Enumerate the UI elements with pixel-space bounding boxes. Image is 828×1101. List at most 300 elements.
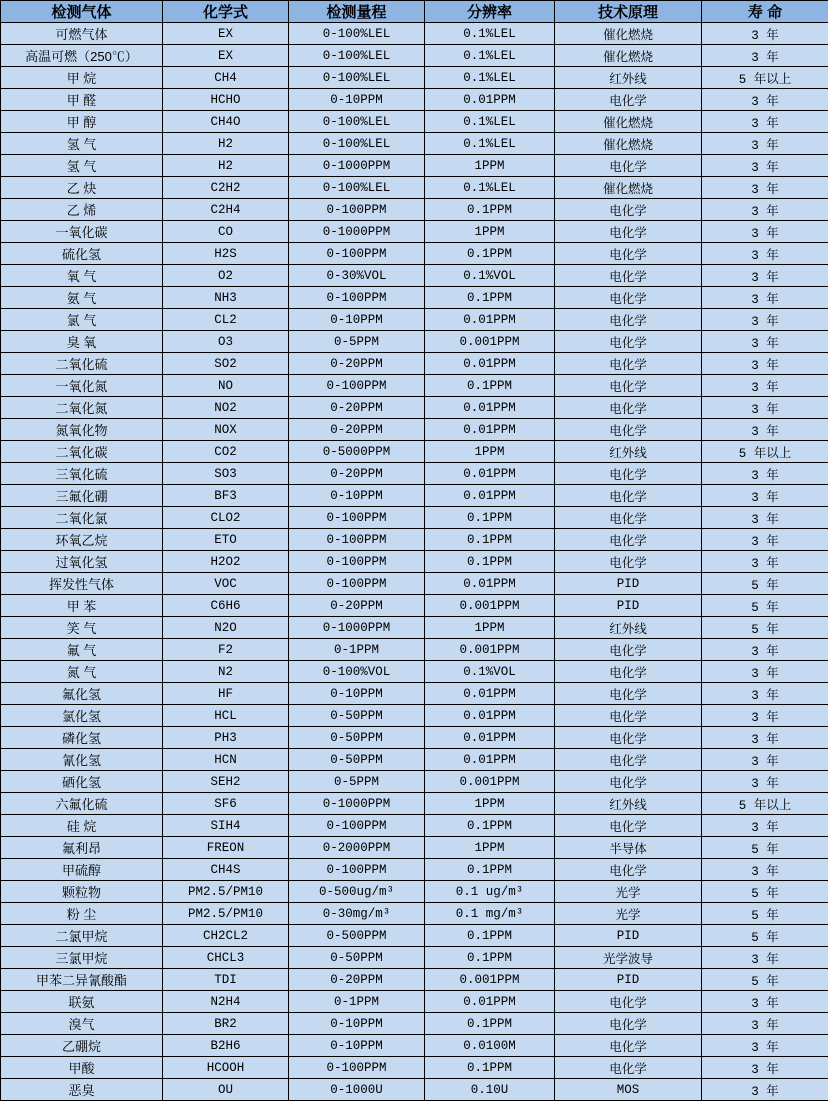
cell-resolution: 0.1%LEL [425, 23, 555, 45]
table-row [1, 683, 828, 705]
cell-gas-name: 二氯甲烷 [1, 925, 163, 947]
table-row [1, 815, 828, 837]
column-header-principle: 技术原理 [555, 1, 702, 23]
cell-formula: CH4S [163, 859, 289, 881]
cell-principle: 电化学 [555, 859, 702, 881]
column-header-gas: 检测气体 [1, 1, 163, 23]
cell-range: 0-1PPM [289, 639, 425, 661]
cell-principle: 电化学 [555, 727, 702, 749]
cell-lifespan: 3 年 [702, 1013, 828, 1035]
table-row [1, 837, 828, 859]
cell-formula: CO2 [163, 441, 289, 463]
cell-resolution: 0.10U [425, 1079, 555, 1101]
table-row [1, 705, 828, 727]
cell-formula: HCHO [163, 89, 289, 111]
cell-resolution: 0.1PPM [425, 947, 555, 969]
cell-lifespan: 3 年 [702, 177, 828, 199]
cell-gas-name: 硅 烷 [1, 815, 163, 837]
cell-formula: SEH2 [163, 771, 289, 793]
cell-gas-name: 溴气 [1, 1013, 163, 1035]
cell-lifespan: 3 年 [702, 309, 828, 331]
cell-lifespan: 5 年以上 [702, 67, 828, 89]
table-row [1, 529, 828, 551]
table-row [1, 595, 828, 617]
cell-range: 0-500ug/m³ [289, 881, 425, 903]
cell-lifespan: 5 年 [702, 617, 828, 639]
cell-formula: VOC [163, 573, 289, 595]
cell-gas-name: 甲 醇 [1, 111, 163, 133]
cell-formula: CHCL3 [163, 947, 289, 969]
cell-gas-name: 硫化氢 [1, 243, 163, 265]
cell-range: 0-50PPM [289, 947, 425, 969]
cell-principle: 电化学 [555, 419, 702, 441]
cell-gas-name: 氮氧化物 [1, 419, 163, 441]
cell-range: 0-20PPM [289, 353, 425, 375]
cell-principle: 电化学 [555, 705, 702, 727]
table-row [1, 1057, 828, 1079]
cell-gas-name: 二氧化氯 [1, 507, 163, 529]
cell-range: 0-100PPM [289, 815, 425, 837]
cell-resolution: 0.01PPM [425, 353, 555, 375]
cell-gas-name: 三氟化硼 [1, 485, 163, 507]
table-row [1, 573, 828, 595]
cell-range: 0-50PPM [289, 727, 425, 749]
cell-lifespan: 5 年 [702, 881, 828, 903]
cell-principle: 电化学 [555, 815, 702, 837]
cell-range: 0-100PPM [289, 1057, 425, 1079]
table-row [1, 771, 828, 793]
cell-gas-name: 氟 气 [1, 639, 163, 661]
cell-lifespan: 5 年以上 [702, 441, 828, 463]
cell-formula: HCOOH [163, 1057, 289, 1079]
cell-lifespan: 5 年 [702, 573, 828, 595]
cell-gas-name: 氨 气 [1, 287, 163, 309]
cell-lifespan: 3 年 [702, 89, 828, 111]
cell-gas-name: 联氨 [1, 991, 163, 1013]
table-row [1, 89, 828, 111]
cell-gas-name: 一氧化氮 [1, 375, 163, 397]
table-row [1, 177, 828, 199]
cell-range: 0-50PPM [289, 705, 425, 727]
cell-range: 0-100PPM [289, 199, 425, 221]
cell-formula: NO2 [163, 397, 289, 419]
cell-range: 0-100%LEL [289, 133, 425, 155]
table-row [1, 265, 828, 287]
cell-gas-name: 甲硫醇 [1, 859, 163, 881]
cell-range: 0-100PPM [289, 507, 425, 529]
cell-lifespan: 3 年 [702, 507, 828, 529]
table-row [1, 1079, 828, 1101]
cell-range: 0-10PPM [289, 1013, 425, 1035]
cell-range: 0-20PPM [289, 397, 425, 419]
table-row [1, 617, 828, 639]
cell-resolution: 0.001PPM [425, 331, 555, 353]
cell-resolution: 0.1PPM [425, 243, 555, 265]
cell-gas-name: 甲酸 [1, 1057, 163, 1079]
cell-formula: C2H4 [163, 199, 289, 221]
cell-formula: B2H6 [163, 1035, 289, 1057]
cell-formula: OU [163, 1079, 289, 1101]
cell-lifespan: 5 年 [702, 969, 828, 991]
cell-range: 0-20PPM [289, 463, 425, 485]
cell-range: 0-100%LEL [289, 111, 425, 133]
cell-principle: 催化燃烧 [555, 23, 702, 45]
cell-principle: MOS [555, 1079, 702, 1101]
cell-formula: FREON [163, 837, 289, 859]
cell-range: 0-10PPM [289, 1035, 425, 1057]
cell-formula: PM2.5/PM10 [163, 881, 289, 903]
cell-formula: ETO [163, 529, 289, 551]
cell-lifespan: 3 年 [702, 1079, 828, 1101]
cell-resolution: 0.01PPM [425, 397, 555, 419]
cell-principle: 电化学 [555, 551, 702, 573]
cell-gas-name: 氢 气 [1, 155, 163, 177]
cell-resolution: 1PPM [425, 837, 555, 859]
cell-range: 0-500PPM [289, 925, 425, 947]
cell-range: 0-1000PPM [289, 221, 425, 243]
cell-gas-name: 甲 烷 [1, 67, 163, 89]
cell-range: 0-100PPM [289, 375, 425, 397]
cell-formula: CH2CL2 [163, 925, 289, 947]
cell-principle: 电化学 [555, 749, 702, 771]
cell-resolution: 0.1PPM [425, 199, 555, 221]
table-row [1, 199, 828, 221]
cell-gas-name: 恶臭 [1, 1079, 163, 1101]
cell-gas-name: 氟利昂 [1, 837, 163, 859]
cell-resolution: 1PPM [425, 221, 555, 243]
cell-formula: SIH4 [163, 815, 289, 837]
cell-resolution: 0.01PPM [425, 309, 555, 331]
cell-principle: 电化学 [555, 265, 702, 287]
cell-lifespan: 3 年 [702, 991, 828, 1013]
table-row [1, 1013, 828, 1035]
cell-gas-name: 氢 气 [1, 133, 163, 155]
cell-resolution: 0.001PPM [425, 969, 555, 991]
cell-formula: F2 [163, 639, 289, 661]
table-row [1, 991, 828, 1013]
cell-resolution: 0.1PPM [425, 925, 555, 947]
cell-range: 0-5000PPM [289, 441, 425, 463]
cell-gas-name: 三氧化硫 [1, 463, 163, 485]
cell-principle: 半导体 [555, 837, 702, 859]
cell-resolution: 0.01PPM [425, 991, 555, 1013]
cell-formula: H2 [163, 133, 289, 155]
cell-principle: 电化学 [555, 683, 702, 705]
cell-range: 0-1000PPM [289, 617, 425, 639]
cell-gas-name: 氯化氢 [1, 705, 163, 727]
cell-resolution: 0.1PPM [425, 1013, 555, 1035]
cell-range: 0-100PPM [289, 287, 425, 309]
cell-gas-name: 二氧化碳 [1, 441, 163, 463]
cell-formula: NOX [163, 419, 289, 441]
cell-lifespan: 3 年 [702, 1035, 828, 1057]
cell-resolution: 0.1PPM [425, 375, 555, 397]
cell-principle: 催化燃烧 [555, 111, 702, 133]
cell-lifespan: 3 年 [702, 375, 828, 397]
cell-lifespan: 3 年 [702, 551, 828, 573]
cell-formula: H2O2 [163, 551, 289, 573]
table-body [1, 23, 828, 1101]
cell-range: 0-100%LEL [289, 45, 425, 67]
cell-gas-name: 氧 气 [1, 265, 163, 287]
cell-gas-name: 磷化氢 [1, 727, 163, 749]
cell-lifespan: 3 年 [702, 705, 828, 727]
cell-principle: PID [555, 595, 702, 617]
cell-range: 0-100PPM [289, 551, 425, 573]
table-row [1, 639, 828, 661]
cell-resolution: 0.1PPM [425, 859, 555, 881]
cell-lifespan: 5 年 [702, 595, 828, 617]
cell-formula: PH3 [163, 727, 289, 749]
cell-principle: 光学波导 [555, 947, 702, 969]
table-row [1, 111, 828, 133]
cell-gas-name: 甲 醛 [1, 89, 163, 111]
table-row [1, 397, 828, 419]
cell-resolution: 0.1PPM [425, 507, 555, 529]
table-row [1, 749, 828, 771]
cell-principle: 电化学 [555, 1057, 702, 1079]
table-row [1, 375, 828, 397]
cell-lifespan: 3 年 [702, 397, 828, 419]
table-row [1, 221, 828, 243]
cell-principle: 电化学 [555, 485, 702, 507]
cell-formula: CH4 [163, 67, 289, 89]
column-header-resolution: 分辨率 [425, 1, 555, 23]
cell-range: 0-5PPM [289, 771, 425, 793]
cell-lifespan: 3 年 [702, 419, 828, 441]
cell-resolution: 0.001PPM [425, 639, 555, 661]
cell-resolution: 0.01PPM [425, 89, 555, 111]
header-row [1, 1, 828, 23]
table-row [1, 881, 828, 903]
cell-resolution: 0.1%LEL [425, 133, 555, 155]
cell-formula: O3 [163, 331, 289, 353]
cell-principle: PID [555, 573, 702, 595]
table-row [1, 441, 828, 463]
table-row [1, 287, 828, 309]
table-row [1, 969, 828, 991]
cell-range: 0-20PPM [289, 595, 425, 617]
cell-gas-name: 可燃气体 [1, 23, 163, 45]
cell-range: 0-100%LEL [289, 67, 425, 89]
cell-resolution: 0.1 ug/m³ [425, 881, 555, 903]
cell-resolution: 0.0100M [425, 1035, 555, 1057]
column-header-lifespan: 寿 命 [702, 1, 828, 23]
cell-resolution: 0.1%LEL [425, 45, 555, 67]
cell-range: 0-30%VOL [289, 265, 425, 287]
cell-range: 0-50PPM [289, 749, 425, 771]
cell-principle: 电化学 [555, 89, 702, 111]
cell-lifespan: 3 年 [702, 727, 828, 749]
cell-formula: SO2 [163, 353, 289, 375]
cell-lifespan: 3 年 [702, 353, 828, 375]
cell-gas-name: 粉 尘 [1, 903, 163, 925]
cell-gas-name: 氟化氢 [1, 683, 163, 705]
cell-lifespan: 3 年 [702, 331, 828, 353]
table-row [1, 1035, 828, 1057]
cell-gas-name: 挥发性气体 [1, 573, 163, 595]
cell-formula: CLO2 [163, 507, 289, 529]
cell-gas-name: 三氯甲烷 [1, 947, 163, 969]
cell-range: 0-100PPM [289, 243, 425, 265]
cell-formula: H2S [163, 243, 289, 265]
table-row [1, 551, 828, 573]
cell-gas-name: 笑 气 [1, 617, 163, 639]
cell-principle: 催化燃烧 [555, 177, 702, 199]
cell-lifespan: 3 年 [702, 683, 828, 705]
cell-resolution: 0.1%LEL [425, 111, 555, 133]
cell-formula: C6H6 [163, 595, 289, 617]
cell-range: 0-100PPM [289, 529, 425, 551]
cell-lifespan: 5 年 [702, 837, 828, 859]
cell-principle: 电化学 [555, 331, 702, 353]
cell-resolution: 1PPM [425, 155, 555, 177]
cell-resolution: 0.1PPM [425, 287, 555, 309]
table-row [1, 331, 828, 353]
cell-formula: C2H2 [163, 177, 289, 199]
cell-principle: 催化燃烧 [555, 45, 702, 67]
table-row [1, 419, 828, 441]
cell-resolution: 1PPM [425, 441, 555, 463]
cell-principle: 电化学 [555, 507, 702, 529]
cell-lifespan: 3 年 [702, 859, 828, 881]
cell-lifespan: 3 年 [702, 947, 828, 969]
cell-range: 0-1PPM [289, 991, 425, 1013]
cell-principle: 电化学 [555, 397, 702, 419]
cell-principle: 电化学 [555, 529, 702, 551]
column-header-formula: 化学式 [163, 1, 289, 23]
cell-range: 0-100%LEL [289, 23, 425, 45]
cell-principle: 电化学 [555, 243, 702, 265]
cell-lifespan: 3 年 [702, 155, 828, 177]
cell-formula: CL2 [163, 309, 289, 331]
column-header-range: 检测量程 [289, 1, 425, 23]
table-row [1, 23, 828, 45]
cell-lifespan: 3 年 [702, 133, 828, 155]
table-row [1, 67, 828, 89]
cell-gas-name: 二氧化氮 [1, 397, 163, 419]
cell-formula: H2 [163, 155, 289, 177]
cell-range: 0-100%LEL [289, 177, 425, 199]
cell-gas-name: 乙硼烷 [1, 1035, 163, 1057]
cell-principle: 电化学 [555, 375, 702, 397]
table-row [1, 133, 828, 155]
cell-gas-name: 二氧化硫 [1, 353, 163, 375]
cell-principle: 电化学 [555, 1013, 702, 1035]
cell-resolution: 0.1PPM [425, 529, 555, 551]
cell-resolution: 0.1PPM [425, 551, 555, 573]
cell-resolution: 0.01PPM [425, 463, 555, 485]
cell-gas-name: 乙 炔 [1, 177, 163, 199]
cell-principle: 光学 [555, 881, 702, 903]
cell-gas-name: 颗粒物 [1, 881, 163, 903]
cell-lifespan: 3 年 [702, 661, 828, 683]
cell-range: 0-10PPM [289, 683, 425, 705]
cell-formula: HCN [163, 749, 289, 771]
cell-gas-name: 硒化氢 [1, 771, 163, 793]
cell-resolution: 0.1%LEL [425, 67, 555, 89]
cell-principle: 电化学 [555, 991, 702, 1013]
cell-resolution: 0.1PPM [425, 1057, 555, 1079]
cell-formula: N2 [163, 661, 289, 683]
cell-principle: 催化燃烧 [555, 133, 702, 155]
cell-formula: CO [163, 221, 289, 243]
cell-formula: EX [163, 45, 289, 67]
cell-principle: 红外线 [555, 617, 702, 639]
cell-lifespan: 3 年 [702, 815, 828, 837]
table-row [1, 485, 828, 507]
table-row [1, 155, 828, 177]
cell-principle: 电化学 [555, 1035, 702, 1057]
cell-range: 0-20PPM [289, 419, 425, 441]
cell-lifespan: 3 年 [702, 221, 828, 243]
cell-principle: 红外线 [555, 67, 702, 89]
cell-formula: NH3 [163, 287, 289, 309]
cell-gas-name: 甲 苯 [1, 595, 163, 617]
cell-range: 0-1000U [289, 1079, 425, 1101]
cell-lifespan: 3 年 [702, 749, 828, 771]
cell-resolution: 1PPM [425, 793, 555, 815]
cell-range: 0-30mg/m³ [289, 903, 425, 925]
cell-gas-name: 六氟化硫 [1, 793, 163, 815]
cell-gas-name: 高温可燃（250℃） [1, 45, 163, 67]
cell-lifespan: 3 年 [702, 23, 828, 45]
cell-lifespan: 3 年 [702, 199, 828, 221]
cell-principle: 红外线 [555, 793, 702, 815]
cell-gas-name: 氮 气 [1, 661, 163, 683]
cell-formula: BF3 [163, 485, 289, 507]
cell-range: 0-10PPM [289, 89, 425, 111]
cell-formula: N2O [163, 617, 289, 639]
cell-resolution: 0.01PPM [425, 485, 555, 507]
cell-lifespan: 3 年 [702, 485, 828, 507]
cell-lifespan: 3 年 [702, 529, 828, 551]
cell-formula: SF6 [163, 793, 289, 815]
cell-range: 0-100PPM [289, 573, 425, 595]
table-row [1, 925, 828, 947]
cell-formula: BR2 [163, 1013, 289, 1035]
cell-formula: HF [163, 683, 289, 705]
cell-lifespan: 5 年以上 [702, 793, 828, 815]
cell-gas-name: 氯 气 [1, 309, 163, 331]
table-row [1, 661, 828, 683]
cell-resolution: 0.1 mg/m³ [425, 903, 555, 925]
cell-formula: HCL [163, 705, 289, 727]
table-row [1, 463, 828, 485]
cell-principle: 电化学 [555, 353, 702, 375]
cell-range: 0-20PPM [289, 969, 425, 991]
cell-lifespan: 3 年 [702, 771, 828, 793]
cell-principle: 电化学 [555, 221, 702, 243]
cell-gas-name: 乙 烯 [1, 199, 163, 221]
cell-lifespan: 3 年 [702, 111, 828, 133]
table-row [1, 507, 828, 529]
cell-gas-name: 环氧乙烷 [1, 529, 163, 551]
cell-formula: CH4O [163, 111, 289, 133]
cell-resolution: 0.1PPM [425, 815, 555, 837]
cell-resolution: 0.01PPM [425, 705, 555, 727]
cell-principle: PID [555, 969, 702, 991]
cell-lifespan: 3 年 [702, 1057, 828, 1079]
cell-resolution: 0.01PPM [425, 573, 555, 595]
cell-lifespan: 3 年 [702, 265, 828, 287]
cell-lifespan: 3 年 [702, 45, 828, 67]
cell-principle: 光学 [555, 903, 702, 925]
cell-formula: NO [163, 375, 289, 397]
cell-range: 0-100PPM [289, 859, 425, 881]
cell-range: 0-1000PPM [289, 155, 425, 177]
cell-resolution: 0.01PPM [425, 683, 555, 705]
